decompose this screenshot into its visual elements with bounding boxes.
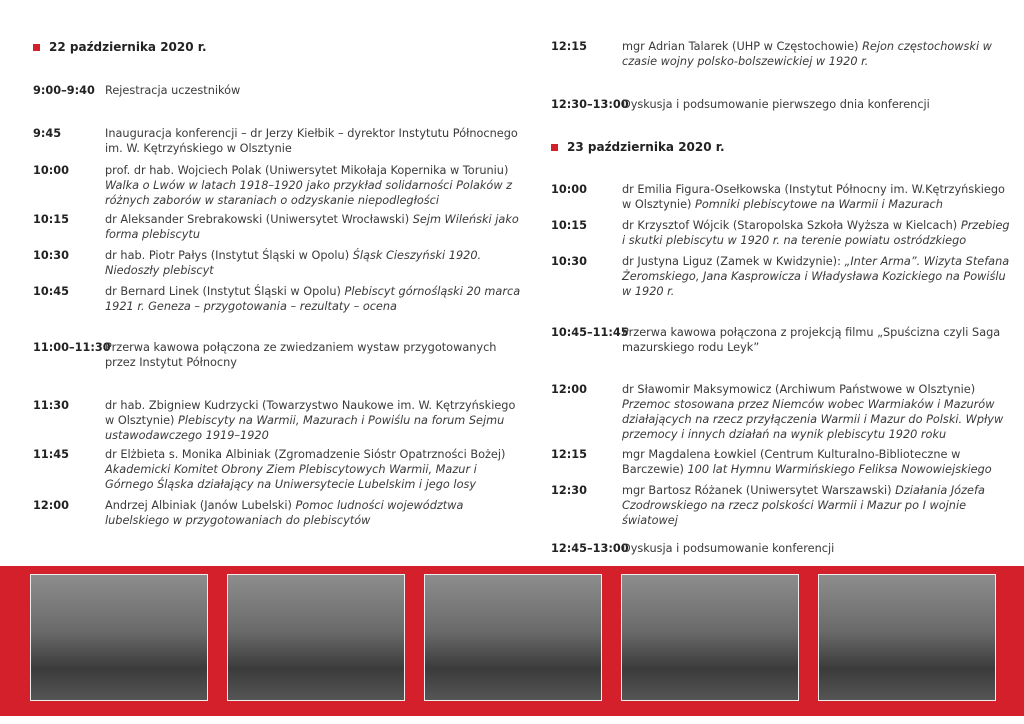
entry-speaker: dr hab. Zbigniew Kudrzycki (Towarzystwo Naukowe im. W. Kętrzyńskiego w Olsztynie)	[105, 399, 516, 427]
entry-title: Śląsk Cieszyński 1920. Niedoszły plebiscyt	[105, 249, 482, 277]
entry-time: 10:30	[33, 249, 69, 262]
entry-time: 12:30–13:00	[551, 98, 629, 111]
entry-speaker: Rejestracja uczestników	[105, 84, 241, 97]
entry-time: 10:15	[33, 213, 69, 226]
archival-photo-crowd	[30, 574, 208, 701]
entry-title: Przebieg i skutki plebiscytu w 1920 r. na terenie powiatu ostródzkiego	[622, 219, 1010, 247]
entry-speaker: Przerwa kawowa połączona ze zwiedzaniem wystaw przygotowanych przez Instytut Północny	[105, 341, 497, 369]
entry-time: 12:45–13:00	[551, 542, 629, 555]
entry-text	[622, 218, 1012, 248]
entry-title: Przemoc stosowana przez Niemców wobec Warmiaków i Mazurów działających na rzecz przyłączenia Warmii i Mazur do Polski. Wpływ przemocy i innych działań na wynik plebiscytu 1920 roku	[622, 398, 1004, 441]
entry-speaker: mgr Adrian Talarek (UHP w Częstochowie)	[622, 40, 859, 53]
archival-photo-officers	[227, 574, 405, 701]
entry-time: 11:00–11:30	[33, 341, 111, 354]
entry-title: Walka o Lwów w latach 1918–1920 jako przykład solidarności Polaków z różnych zaborów w staraniach o odzyskanie niepodległości	[105, 179, 513, 207]
entry-text	[622, 97, 1012, 112]
entry-text	[622, 382, 1012, 442]
entry-title: 100 lat Hymnu Warmińskiego Feliksa Nowowiejskiego	[687, 463, 992, 476]
bullet-square-icon	[551, 144, 558, 151]
entry-time: 10:15	[551, 219, 587, 232]
entry-speaker: dr Justyna Liguz (Zamek w Kwidzynie):	[622, 255, 841, 268]
entry-title: Akademicki Komitet Obrony Ziem Plebiscytowych Warmii, Mazur i Górnego Śląska działający na Uniwersytecie Lubelskim i jego losy	[105, 463, 477, 491]
entry-title: Plebiscyt górnośląski 20 marca 1921 r. Geneza – przygotowania – rezultaty – ocena	[105, 285, 521, 313]
entry-text	[105, 212, 525, 242]
entry-text	[622, 182, 1012, 212]
entry-time: 10:00	[551, 183, 587, 196]
entry-text	[622, 254, 1012, 299]
bullet-square-icon	[33, 44, 40, 51]
entry-text	[105, 248, 525, 278]
day2-heading	[551, 140, 725, 154]
entry-time: 10:30	[551, 255, 587, 268]
entry-speaker: mgr Bartosz Różanek (Uniwersytet Warszawski)	[622, 484, 892, 497]
entry-time: 9:45	[33, 127, 62, 140]
entry-speaker: dr Sławomir Maksymowicz (Archiwum Państwowe w Olsztynie)	[622, 383, 976, 396]
entry-speaker: Dyskusja i podsumowanie konferencji	[622, 542, 835, 555]
entry-title: Działania Józefa Czodrowskiego na rzecz polskości Warmii i Mazur po I wojnie światowej	[622, 484, 985, 527]
entry-time: 10:45–11:45	[551, 326, 629, 339]
entry-time: 11:30	[33, 399, 69, 412]
entry-text	[105, 163, 525, 208]
entry-speaker: dr Krzysztof Wójcik (Staropolska Szkoła Wyższa w Kielcach)	[622, 219, 958, 232]
entry-speaker: Dyskusja i podsumowanie pierwszego dnia konferencji	[622, 98, 930, 111]
entry-text	[105, 83, 525, 98]
archival-photo-meeting	[621, 574, 799, 701]
entry-speaker: mgr Magdalena Łowkiel (Centrum Kulturalno-Biblioteczne w Barczewie)	[622, 448, 961, 476]
entry-time: 12:00	[551, 383, 587, 396]
entry-text	[622, 39, 1012, 69]
day1-date: 22 października 2020 r.	[49, 40, 207, 54]
entry-speaker: Inauguracja konferencji – dr Jerzy Kiełbik – dyrektor Instytutu Północnego im. W. Kętrzyńskiego w Olsztynie	[105, 127, 518, 155]
entry-speaker: Przerwa kawowa połączona z projekcją filmu „Spuścizna czyli Saga mazurskiego rodu Leyk”	[622, 326, 1001, 354]
entry-speaker: Andrzej Albiniak (Janów Lubelski)	[105, 499, 292, 512]
entry-time: 10:00	[33, 164, 69, 177]
archival-photo-delegation	[818, 574, 996, 701]
entry-title: Plebiscyty na Warmii, Mazurach i Powiślu na forum Sejmu ustawodawczego 1919–1920	[105, 414, 505, 442]
entry-text	[105, 126, 525, 156]
entry-speaker: prof. dr hab. Wojciech Polak (Uniwersytet Mikołaja Kopernika w Toruniu)	[105, 164, 509, 177]
entry-speaker: dr Bernard Linek (Instytut Śląski w Opolu)	[105, 285, 341, 298]
entry-speaker: dr Emilia Figura-Osełkowska (Instytut Północny im. W.Kętrzyńskiego w Olsztynie)	[622, 183, 1005, 211]
entry-title: Pomoc ludności województwa lubelskiego w przygotowaniach do plebiscytów	[105, 499, 464, 527]
entry-title: Rejon częstochowski w czasie wojny polsko-bolszewickiej w 1920 r.	[622, 40, 992, 68]
entry-time: 10:45	[33, 285, 69, 298]
entry-text	[622, 483, 1012, 528]
day1-heading	[33, 40, 207, 54]
entry-time: 12:15	[551, 448, 587, 461]
entry-text	[105, 284, 525, 314]
entry-text	[622, 325, 1012, 355]
entry-time: 12:15	[551, 40, 587, 53]
entry-text	[105, 498, 525, 528]
entry-time: 11:45	[33, 448, 69, 461]
entry-text	[105, 398, 525, 443]
entry-text	[105, 447, 525, 492]
entry-text	[622, 447, 1012, 477]
entry-title: Pomniki plebiscytowe na Warmii i Mazurach	[695, 198, 943, 211]
entry-title: „Inter Arma”. Wizyta Stefana Żeromskiego, Jana Kasprowicza i Władysława Kozickiego na Powiślu w 1920 r.	[622, 255, 1010, 298]
entry-title: Sejm Wileński jako forma plebiscytu	[105, 213, 519, 241]
archival-photo-military-group	[424, 574, 602, 701]
entry-speaker: dr Elżbieta s. Monika Albiniak (Zgromadzenie Sióstr Opatrzności Bożej)	[105, 448, 506, 461]
entry-speaker: dr Aleksander Srebrakowski (Uniwersytet Wrocławski)	[105, 213, 410, 226]
entry-speaker: dr hab. Piotr Pałys (Instytut Śląski w Opolu)	[105, 249, 350, 262]
entry-text	[622, 541, 1012, 556]
entry-text	[105, 340, 525, 370]
entry-time: 12:00	[33, 499, 69, 512]
day2-date: 23 października 2020 r.	[567, 140, 725, 154]
entry-time: 12:30	[551, 484, 587, 497]
entry-time: 9:00–9:40	[33, 84, 95, 97]
